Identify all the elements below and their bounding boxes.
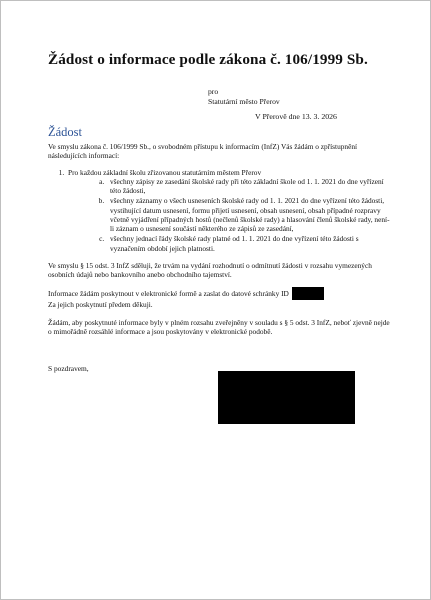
addressee-block	[208, 87, 280, 107]
greeting: S pozdravem,	[48, 364, 89, 373]
document-title: Žádost o informace podle zákona č. 106/1999 Sb.	[48, 51, 368, 68]
intro-paragraph: Ve smyslu zákona č. 106/1999 Sb., o svobodném přístupu k informacím (InfZ) Vás žádám o zpřístupnění následujících informací:	[48, 142, 358, 161]
signature-redaction	[218, 371, 355, 424]
request-sublist	[68, 177, 393, 253]
delivery-paragraph	[48, 287, 393, 309]
list-item-text: Pro každou základní školu zřizovanou statutárním městem Přerov	[68, 167, 262, 177]
document-body	[48, 142, 393, 336]
sublist-item: a. všechny zápisy ze zasedání školské rady při této základní škole od 1. 1. 2021 do dne vyřízení této žádosti,	[106, 177, 393, 196]
place-date: V Přerově dne 13. 3. 2026	[255, 112, 337, 121]
sublist-item: c. všechny jednací řády školské rady platné od 1. 1. 2021 do dne vyřízení této žádosti s vyznačením období jejich platnosti.	[106, 234, 393, 253]
publication-paragraph: Žádám, aby poskytnuté informace byly v plném rozsahu zveřejněny v souladu s § 5 odst. 3 InfZ, neboť zjevně nejde o mimořádně rozsáhlé informace a jsou poskytovány v elektronické podobě.	[48, 317, 390, 336]
thanks-text: Za jejich poskytnutí předem děkuji.	[48, 300, 153, 310]
section-heading: Žádost	[48, 125, 83, 139]
request-list	[48, 168, 393, 253]
addressee-prefix: pro	[208, 87, 219, 96]
databox-id-redaction	[292, 287, 324, 300]
list-item	[66, 168, 393, 253]
addressee-name: Statutární město Přerov	[208, 97, 280, 106]
refusal-paragraph: Ve smyslu § 15 odst. 3 InfZ sděluji, že trvám na vydání rozhodnutí o odmítnutí žádosti v rozsahu vymezených osobních údajů nebo bankovního anebo obchodního tajemství.	[48, 260, 372, 279]
sublist-item: b. všechny záznamy o všech usneseních školské rady od 1. 1. 2021 do dne vyřízení této žádosti, vystihující datum usnesení, formu přijetí usnesení, obsah usnesení, obsah případné rozpravy včetně vyjádření případných hostů (nečlenů školské rady) a hlasování členů školské rady, není-li záznam o usnesení součástí některého ze zápisů ze zasedání,	[106, 196, 393, 233]
delivery-text: Informace žádám poskytnout v elektronické formě a zaslat do datové schránky ID	[48, 289, 289, 299]
